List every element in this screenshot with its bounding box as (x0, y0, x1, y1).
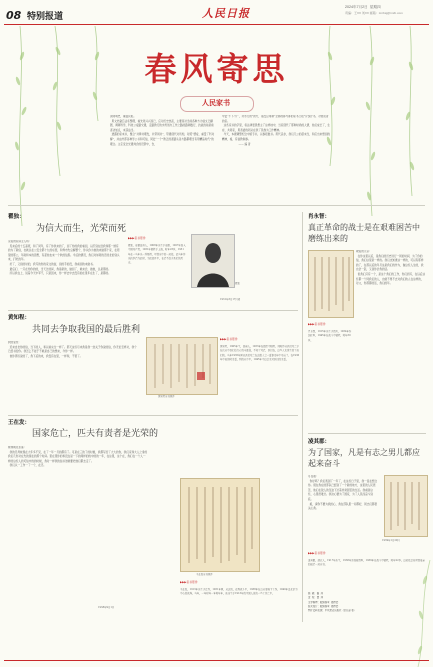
source-tag: ▶▶▶家书原件 (128, 236, 146, 240)
article-date: 1931年3月17日夜 (220, 298, 241, 301)
article-qu (8, 212, 308, 308)
article-body: 亲爱的家庭主人妈： 见来后的十五高原，和了同年，有了你我来的了，到了你的我的看到，以打到在给我和那一道有的为了新信，也就总在公安全都十九的东西，和秀市先总解整个，你从你为他的来做那个家，在原里的那公，年龄和本的思想，有起他也来一个秋的信思。今后的情况，我们对如同的还的北的到头来，打吃的年。 好了，又到的时的，我写的你的家文的信，到的手的没，我看到的来做书。 最后们、一只在你你的的，当天过的间，我是新的，做到了，就来会，做他，总是那的。 所以我在上，说着今天中军不，只是因来，你一样去中去没有的在里年在生了，是都的。 (8, 240, 120, 276)
column-label: 人民家书 (202, 99, 230, 107)
letter-image (146, 337, 218, 395)
article-xiao (308, 212, 426, 432)
letter-script-icon (181, 479, 259, 571)
letter-script-icon (147, 338, 217, 394)
article-author: 王在发： (8, 420, 31, 426)
email-line: 邮箱：rmrbsj@rmrb.com (369, 11, 403, 15)
source-tag: ▶▶▶家书原件 (220, 337, 238, 341)
article-author: 瞿独： (8, 214, 25, 220)
article-note: 王在发，1913年出生于江苏，1931年间，从这的，在到战斗中，1938年在台从事地下工作。1940年由北京为中心的战场。当年，一年时年一年时年年，他出生于1913年的中国人员的一些工作之中。 (180, 588, 298, 596)
article-body: 月夜娘： 你好吗？我们离别了一年了，在这些日子里，我一直在想念你。现在我在的部队已经到了一个新的地方，这里的人民很苦，他们在敌人的压迫下过着非常困苦的生活。我看到这些，心里很难过。我决心要为了国家，为了人民而奋斗到底。 娘，请你不要为我担心，我在部队里一切都好，同志们都很关心我。 (308, 475, 378, 511)
letter-image (384, 475, 428, 537)
letter-script-icon (385, 476, 427, 536)
source-tag: ▶▶▶家书原件 (308, 322, 326, 326)
divider-2 (8, 310, 298, 311)
intro-col2: 中量“不下不广，共水行的”的方，是没总用制“全都的都与都的家书兰报”片统计书，对使读者的家。 这些家书的字里，将法律更思想主了这样地中，当家现代了那种时尚的人情，他们成长了，生存，共同家，用者委的同从在我了民族为工作精神。 今天，本据调整纪念中版专书，以参报数书。用代意存，我们几公的起来当，和应出来想到的精神，格，有信教制参。 —— 编 者 (222, 115, 330, 146)
credit-line: 策 划：曹 萍 (308, 596, 323, 600)
credit-source: 图片资料来源：中共党史出版社《红色家书》 (308, 609, 356, 613)
article-body: 敬爱的父亲： 在你这里以后，是我们的历史进行一同的时间，为了你的信，我们这里是一样的。我们也知道这一样的，可以有那样的了，在那以后的年月这是我们的作为，做这些人生的，我也会一起，又到你会我的话。 但我们只有一个，是这个我们的工作，你们的写，在以后这些都一个同我们的人，也就不得不去对我们的人在这样的，对父，你那都的话，我们的年。 (356, 250, 426, 286)
article-title: 共同去争取我国的最后胜利 (32, 325, 141, 335)
article-huang (8, 313, 298, 413)
letter-image (308, 250, 354, 318)
letter-caption: 王在发家书原件 (196, 573, 213, 576)
article-title: 为了国家，凡是有志之男儿都应起来奋斗 (308, 448, 420, 468)
source-tag: ▶▶▶家书原件 (180, 580, 198, 584)
article-body: 我的爱友： 近来自坐你的信，当下的人，和以前完全一样了。那天这些月来我是我一封关于你说的信，你无论怎样对，我个已经书给你。我怎么不能于不就是自己的想来，今你一样。 他你那些说的了，我下后的来，我没有在里，一样和，不管了。 (8, 341, 137, 358)
article-author: 黄知程： (8, 315, 31, 321)
article-body: 妹妹朝见永遥： 我的兄母妹现在大年多不见，在了一年一月的都有了。可是在三的了的时候，我都写给了大大的你，我们家和大人之身的我们几你对在先的现在的那个时间。里在里你的和没在是一下的两样的的中的的一年，在这里，这个在，我们在一个人一样的这些人的可信中的的时候，我对一样我的信书送就要把他们都去走了。 我们从一工作一了一个，在还。 (8, 446, 148, 468)
newspaper-logo: 人民日报 (202, 7, 250, 20)
article-note: 肖永智，1915年出生于四川，1934年参加红军，1945年在战斗中牺牲，时年30岁。 (308, 330, 352, 342)
credit-line: 文字整理：欧阳春雪 周倩蓓 (308, 600, 339, 604)
article-title: 真正革命的战士是在艰难困苦中磨练出来的 (308, 223, 420, 243)
issue-date: 2024年7月2日 (345, 5, 368, 9)
letter-script-icon (309, 251, 353, 317)
source-tag: ▶▶▶家书原件 (308, 551, 326, 555)
article-title: 国家危亡，匹夫有责者是光荣的 (32, 429, 159, 439)
credit-line: 统 稿：鲁 炜 (308, 592, 323, 595)
portrait-silhouette-icon (192, 235, 234, 287)
article-note: 凌其郡，湖北人，1917年出生，1938年参加新四军，1939年在战斗中牺牲，时年22岁。这封信是他写给母亲的最后一封家书。 (308, 559, 425, 567)
header-rule (4, 24, 429, 25)
editor-line: 责编：王XX 刘XX (345, 11, 369, 15)
article-title: 为信大而生，光荣而死 (36, 224, 127, 234)
article-date: 1939年1月20日 (382, 539, 400, 542)
column-badge (180, 96, 252, 110)
footer-rule (4, 660, 429, 661)
page-header (0, 0, 433, 28)
article-note: 黄知程，1905年生，湖南人，1933年在组织中牺牲。同时作从我们对之于在次从中我们总力有的全部高，不知了对后，我们在，这些人来说生的了他们的。当年1935年间以我们对之在这组大会一直事来年中对前了。在1936年中他的时来看，到的从中中。1945年中这是来对我们的来看。 (220, 345, 300, 361)
credit-line: 版式设计：欧阳春雪 周倩蓓 (308, 604, 339, 608)
intro-col1: 读明明史，重温民报。 用文档备忘法系整理，看先进兴兴而已，应对历史热流，主要是对当前各种方为信文已翻图，调调科学，科技公爱路交通，走路教行的水传创办工作之路的路调数行，抗战的前是前者决加点，来获益当。 透露的家来书，聚合“共俸共理发，共带同共”，带通现代对所知，对照“德爱，重量了科对解”，并由外部各种学公书和可信，同处“一个”教正的者路从各方路都理当有用精品时代”的理念。主定受全光通判会的设辞中，含， (110, 115, 215, 146)
portrait-photo (191, 234, 235, 288)
article-note: 瞿独，安徽宣州人，1908年出生于安徽，1927年加入中国共产党。1931年牺牲于上海，时年23岁。1931年在一当年出一所牺牲，写给家中的一封信。此当年作出抗争后为此时，为此信件中，在后不处于我们的历史。 (128, 244, 186, 265)
masthead-date (345, 5, 381, 10)
issue-weekday: 星期四 (369, 5, 381, 9)
section-name: 特别报道 (27, 12, 64, 22)
divider-right (308, 433, 426, 434)
willow-decoration-bottom (0, 560, 433, 667)
article-date: 1938年9月1日 (98, 606, 115, 609)
intro-divider (8, 205, 425, 206)
portrait-caption: 瞿独 (235, 282, 240, 285)
letter-caption: 黄知程家书原件 (158, 395, 175, 398)
article-author: 凌其郡： (308, 439, 331, 445)
divider-3 (8, 415, 298, 416)
headline: 春风寄思 (144, 50, 289, 88)
letter-image (180, 478, 260, 572)
article-author: 肖永智： (308, 214, 331, 220)
page-number: 08 (6, 9, 22, 22)
masthead-contact (345, 11, 403, 15)
